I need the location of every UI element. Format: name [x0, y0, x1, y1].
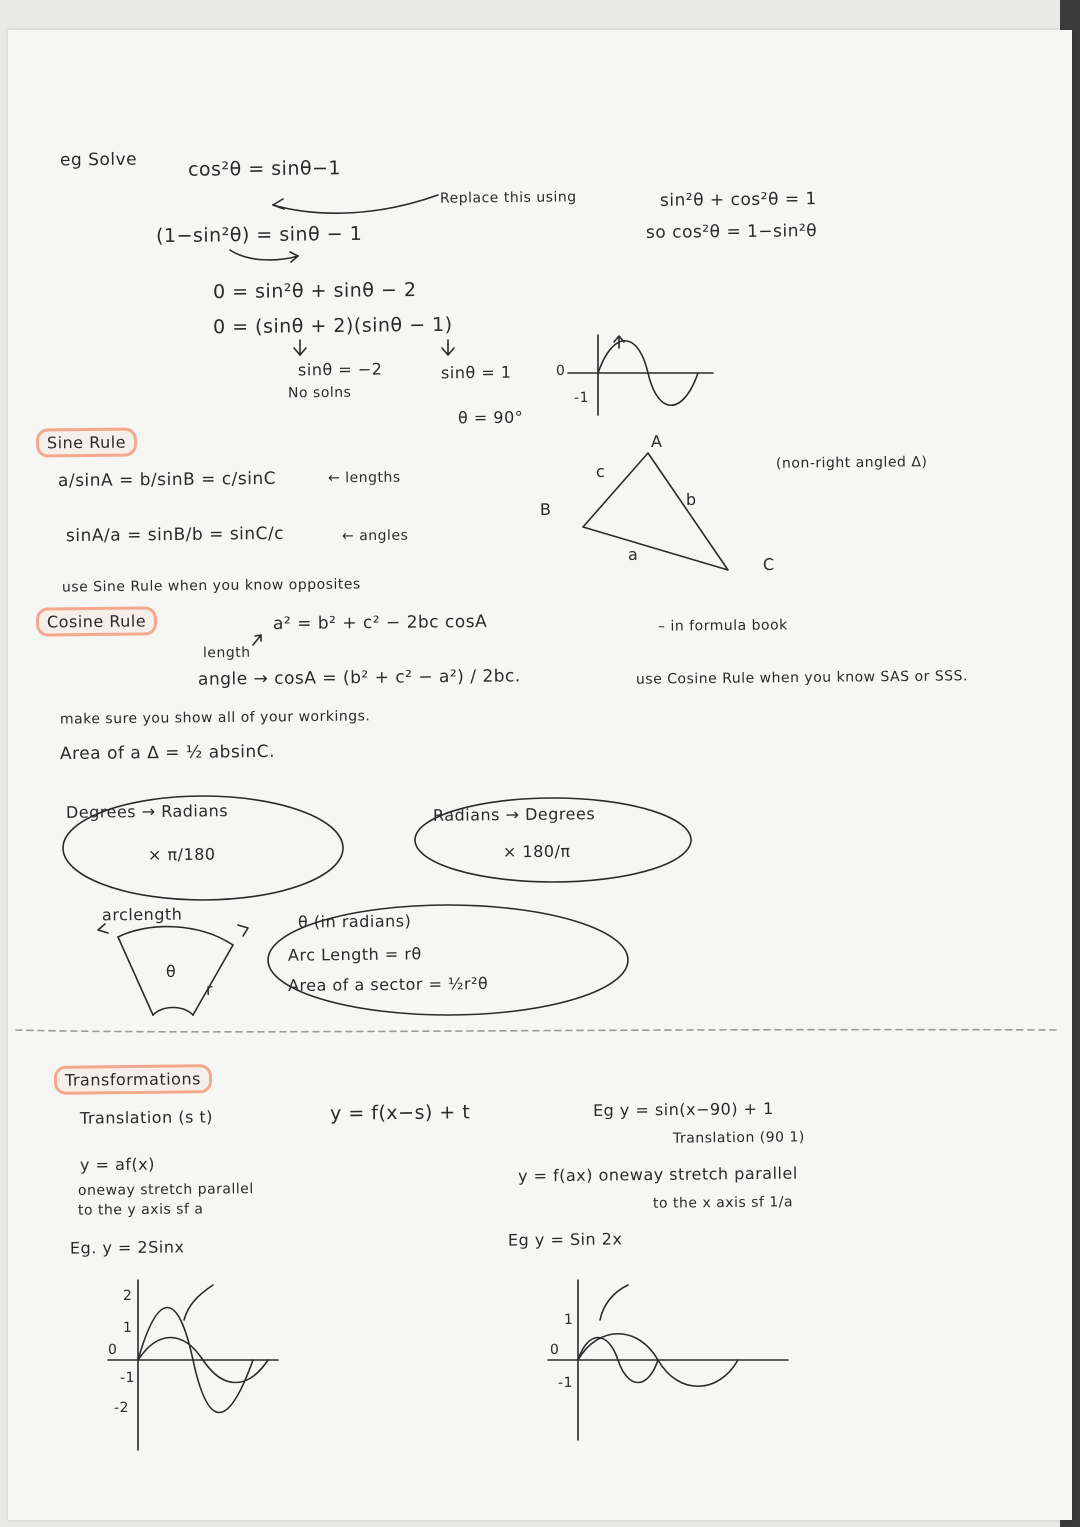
sector-note-radians: θ (in radians) [297, 911, 412, 932]
sine-rule-usage: use Sine Rule when you know opposites [61, 576, 361, 596]
solve-root1-note: No solns [287, 384, 352, 402]
sine-rule-heading: Sine Rule [36, 427, 137, 457]
y-axis-2: 2 [122, 1287, 133, 1305]
stretch-y-graph [108, 1280, 278, 1450]
section-divider [16, 1030, 1058, 1032]
cosine-rule-usage: use Cosine Rule when you know SAS or SSS. [635, 668, 969, 688]
sine-rule-lengths-note: ← lengths [327, 469, 401, 487]
translation-formula: y = f(x−s) + t [329, 1101, 471, 1125]
triangle-vertex-b: B [539, 499, 552, 520]
identity: sin²θ + cos²θ = 1 [659, 189, 817, 211]
stretch-x-graph [548, 1280, 788, 1440]
cosine-rule-heading: Cosine Rule [36, 606, 157, 636]
x-graph-axis-0: 0 [549, 1341, 560, 1359]
translation-example-vector: Translation (90 1) [672, 1129, 805, 1147]
sector-theta: θ [165, 961, 177, 982]
rad-to-deg-factor: × 180/π [502, 841, 571, 862]
triangle-side-b: b [685, 489, 697, 510]
sine-rule-lengths-formula: a/sinA = b/sinB = c/sinC [57, 468, 277, 492]
sector-area: Area of a sector = ½r²θ [287, 973, 489, 996]
stretch-y-formula: y = af(x) [79, 1154, 156, 1175]
solve-intro: eg Solve [59, 149, 138, 171]
rad-to-deg: Radians → Degrees [432, 804, 596, 825]
identity-rearranged: so cos²θ = 1−sin²θ [645, 221, 818, 243]
triangle-vertex-a: A [650, 431, 663, 452]
triangle-side-c: c [595, 461, 606, 482]
solve-step3: 0 = (sinθ + 2)(sinθ − 1) [212, 313, 453, 339]
y-axis-neg2: -2 [113, 1399, 130, 1417]
cosine-rule-formula: a² = b² + c² − 2bc cosA [272, 611, 488, 635]
sine-graph-small [568, 335, 713, 415]
translation-example: Eg y = sin(x−90) + 1 [592, 1099, 774, 1120]
notebook-page [8, 30, 1072, 1520]
stretch-x-formula: y = f(ax) oneway stretch parallel [517, 1163, 798, 1186]
solve-equation: cos²θ = sinθ−1 [187, 157, 342, 181]
solve-step2: 0 = sin²θ + sinθ − 2 [212, 278, 417, 304]
y-axis-0: 0 [107, 1341, 118, 1359]
x-graph-axis-neg1: -1 [557, 1374, 574, 1392]
solve-root2: sinθ = 1 [440, 362, 512, 383]
x-graph-axis-1: 1 [563, 1311, 574, 1329]
graph-label-zero: 0 [555, 362, 566, 380]
formula-book-note: – in formula book [657, 617, 788, 635]
sine-rule-angles-note: ← angles [341, 527, 409, 545]
solve-root1: sinθ = −2 [297, 359, 383, 380]
hand-drawings [8, 30, 1072, 1520]
triangle-side-a: a [627, 544, 639, 565]
replace-arrow [273, 195, 438, 213]
replace-note: Replace this using [439, 189, 577, 207]
stretch-x-desc: to the x axis sf 1/a [652, 1194, 794, 1212]
triangle-vertex-c: C [762, 554, 775, 575]
workings-note: make sure you show all of your workings. [59, 708, 371, 728]
cosine-angle-formula: angle → cosA = (b² + c² − a²) / 2bc. [197, 666, 521, 690]
length-label: length [202, 644, 251, 662]
non-right-note: (non-right angled Δ) [775, 454, 928, 472]
transformations-heading: Transformations [54, 1064, 212, 1095]
stretch-y-desc1: oneway stretch parallel [77, 1181, 254, 1199]
graph-label-neg1: -1 [573, 389, 590, 407]
translation-label: Translation (s t) [79, 1107, 214, 1128]
arclength-label: arclength [101, 904, 183, 925]
sine-rule-angles-formula: sinA/a = sinB/b = sinC/c [65, 523, 285, 547]
deg-to-rad-factor: × π/180 [147, 844, 216, 865]
y-axis-1: 1 [122, 1319, 133, 1337]
sector-arc-length: Arc Length = rθ [287, 944, 422, 965]
area-of-triangle: Area of a Δ = ½ absinC. [59, 741, 276, 765]
y-axis-neg1: -1 [119, 1369, 136, 1387]
stretch-y-example: Eg. y = 2Sinx [69, 1237, 185, 1258]
deg-to-rad: Degrees → Radians [65, 801, 229, 822]
solve-step1: (1−sin²θ) = sinθ − 1 [155, 222, 363, 248]
stretch-y-desc2: to the y axis sf a [77, 1201, 204, 1219]
sector-radius: r [205, 979, 214, 1000]
solve-answer: θ = 90° [457, 407, 524, 428]
stretch-x-example: Eg y = Sin 2x [507, 1229, 623, 1250]
